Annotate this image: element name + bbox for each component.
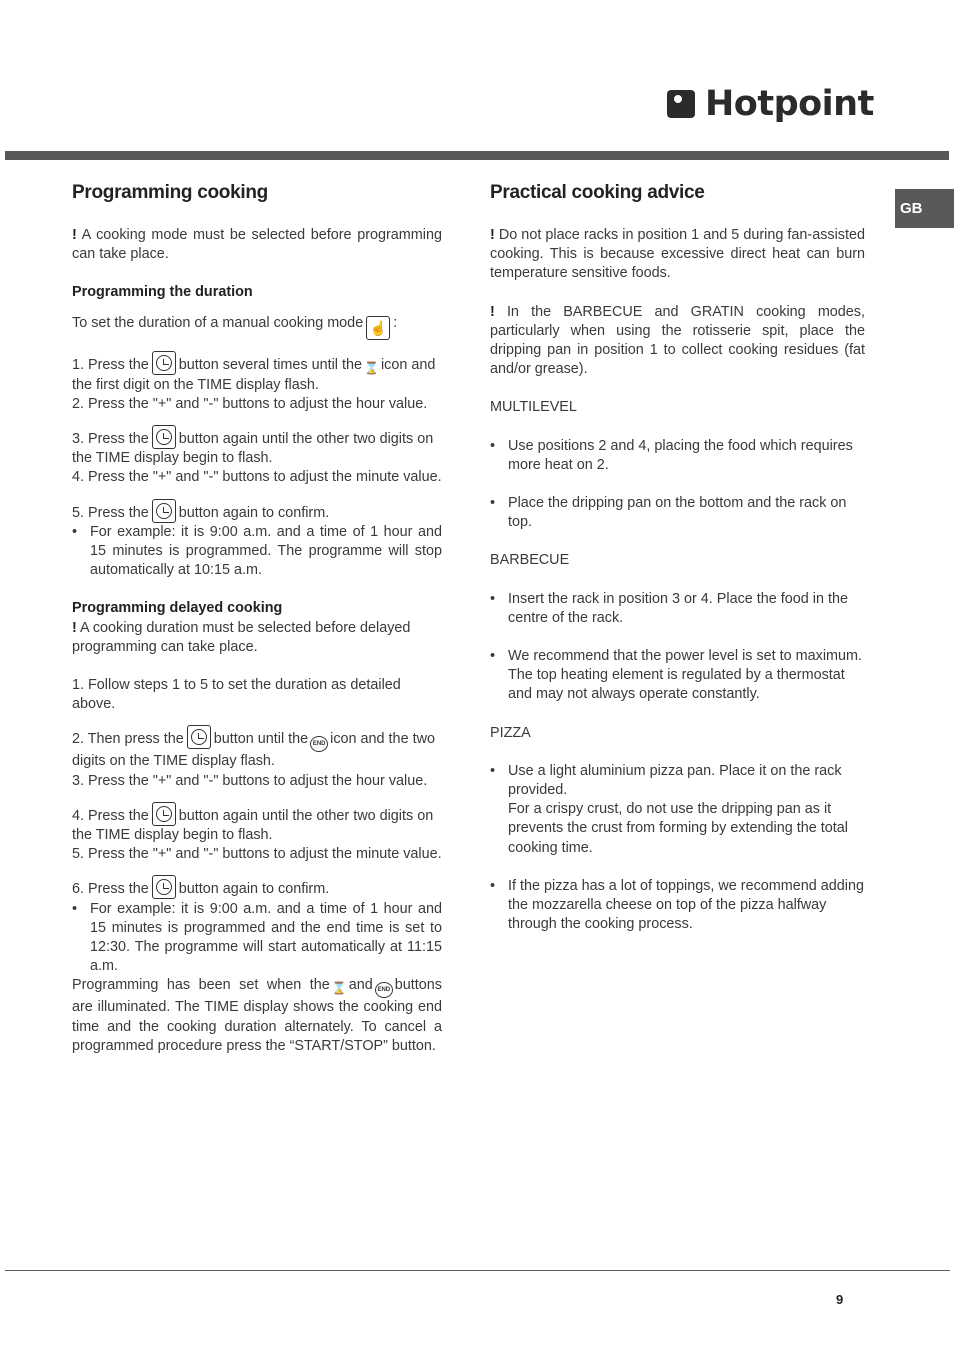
duration-step-3 [72,425,442,468]
step-text: button again until the other two digits on the TIME display begin to flash. [72,807,434,844]
clock-icon [152,351,176,375]
step-text: button several times until the [178,356,362,373]
warning-racks [490,226,865,284]
footer-divider [5,1270,950,1271]
barbecue-tip-2: • We recommend that the power level is set to maximum. The top heating element is regulated by a thermostat and may not always operate constantly. [490,647,865,705]
pizza-tip-1a: • Use a light aluminium pizza pan. Place it on the rack provided. [508,762,842,799]
delayed-step-4 [72,802,442,845]
step-text: 4. Press the [72,807,149,824]
step-text: 5. Press the [72,504,149,521]
duration-lead-text: To set the duration of a manual cooking mode [72,314,364,331]
warning-mark: ! [490,303,495,320]
intro-text: A cooking mode must be selected before programming can take place. [72,227,442,263]
delayed-final-note [72,976,442,1056]
warning-barbecue-text: In the BARBECUE and GRATIN cooking modes, particularly when using the rotisserie spit, place the dripping pan in position 1 to collect cooking residues (fat and/or grease). [490,303,866,378]
warning-mark: ! [490,227,495,243]
hourglass-icon: ⌛ [331,981,347,996]
hand-icon: ☝ [366,316,390,340]
language-tab: GB [895,189,954,228]
intro-note [72,226,442,264]
header-divider [5,151,949,160]
step-text: button again to confirm. [178,881,330,898]
step-text: 1. Press the [72,356,149,373]
step-text: 6. Press the [72,881,149,898]
warning-barbecue [490,303,865,380]
duration-step-5 [72,499,442,523]
pizza-tip-1 [490,762,865,858]
clock-icon [152,499,176,523]
hourglass-icon: ⌛ [363,360,379,375]
delayed-note [72,619,442,657]
right-column [490,180,865,934]
warning-mark: ! [72,619,77,636]
delayed-step-3: 3. Press the "+" and "-" buttons to adjust the hour value. [72,772,428,789]
barbecue-heading: BARBECUE [490,552,570,569]
delayed-step-5: 5. Press the "+" and "-" buttons to adjust the minute value. [72,846,442,863]
end-icon: END [310,736,328,752]
final-text: Programming has been set when the [72,977,330,994]
multilevel-tip-2: • Place the dripping pan on the bottom and the rack on top. [490,494,865,532]
duration-lead [72,314,442,340]
pizza-tip-2: • If the pizza has a lot of toppings, we recommend adding the mozzarella cheese on top of the pizza halfway through the cooking process. [490,877,865,935]
delayed-step-1: 1. Follow steps 1 to 5 to set the duration as detailed above. [72,677,401,713]
final-and: and [348,977,373,994]
delayed-step-6 [72,875,442,899]
clock-icon [152,802,176,826]
final-text: buttons are illuminated. The TIME display shows the cooking end time and the cooking duration alternately. To cancel a programmed procedure press the “START/STOP” button. [72,977,442,1054]
hotpoint-logo [667,86,874,122]
step-text: button until the [213,731,309,748]
clock-icon [187,725,211,749]
clock-icon [152,875,176,899]
delayed-step-2 [72,725,442,771]
delayed-example: • For example: it is 9:00 a.m. and a time of 1 hour and 15 minutes is programmed and the end time is set to 12:30. The programme will start automatically at 11:15 a.m. [72,900,442,977]
logo-mark-icon [667,90,695,118]
step-text: 2. Then press the [72,731,184,748]
multilevel-tip-1: • Use positions 2 and 4, placing the food which requires more heat on 2. [490,437,865,475]
duration-example: • For example: it is 9:00 a.m. and a time of 1 hour and 15 minutes is programmed. The programme will stop automatically at 10:15 a.m. [72,523,442,581]
section-title-programming: Programming cooking [72,182,268,203]
step-text: button again to confirm. [178,504,330,521]
delayed-note-text: A cooking duration must be selected before delayed programming can take place. [72,619,411,655]
end-icon: END [375,982,393,998]
step-text: icon and the two digits on the TIME display flash. [72,731,435,770]
barbecue-tip-1: • Insert the rack in position 3 or 4. Place the food in the centre of the rack. [490,590,865,628]
multilevel-heading: MULTILEVEL [490,399,577,416]
step-text: button again until the other two digits on the TIME display begin to flash. [72,431,434,467]
step-text: icon and the first digit on the TIME display flash. [72,356,436,393]
duration-heading: Programming the duration [72,284,253,301]
page-number: 9 [836,1292,844,1307]
brand-name: Hotpoint [705,84,874,124]
left-column [72,180,442,1056]
duration-lead-end: : [393,314,398,331]
clock-icon [152,425,176,449]
pizza-tip-1b: For a crispy crust, do not use the dripping pan as it prevents the crust from forming by extending the total cooking time. [508,801,848,856]
duration-step-4: 4. Press the "+" and "-" buttons to adjust the minute value. [72,469,442,486]
warning-racks-text: Do not place racks in position 1 and 5 during fan-assisted cooking. This is because excessive direct heat can burn temperature sensitive foods. [490,227,866,282]
pizza-heading: PIZZA [490,724,531,741]
delayed-heading: Programming delayed cooking [72,600,283,617]
step-text: 3. Press the [72,431,149,448]
duration-step-2: 2. Press the "+" and "-" buttons to adjust the hour value. [72,395,428,412]
duration-step-1 [72,351,442,395]
section-title-advice: Practical cooking advice [490,182,705,203]
warning-mark: ! [72,227,77,243]
